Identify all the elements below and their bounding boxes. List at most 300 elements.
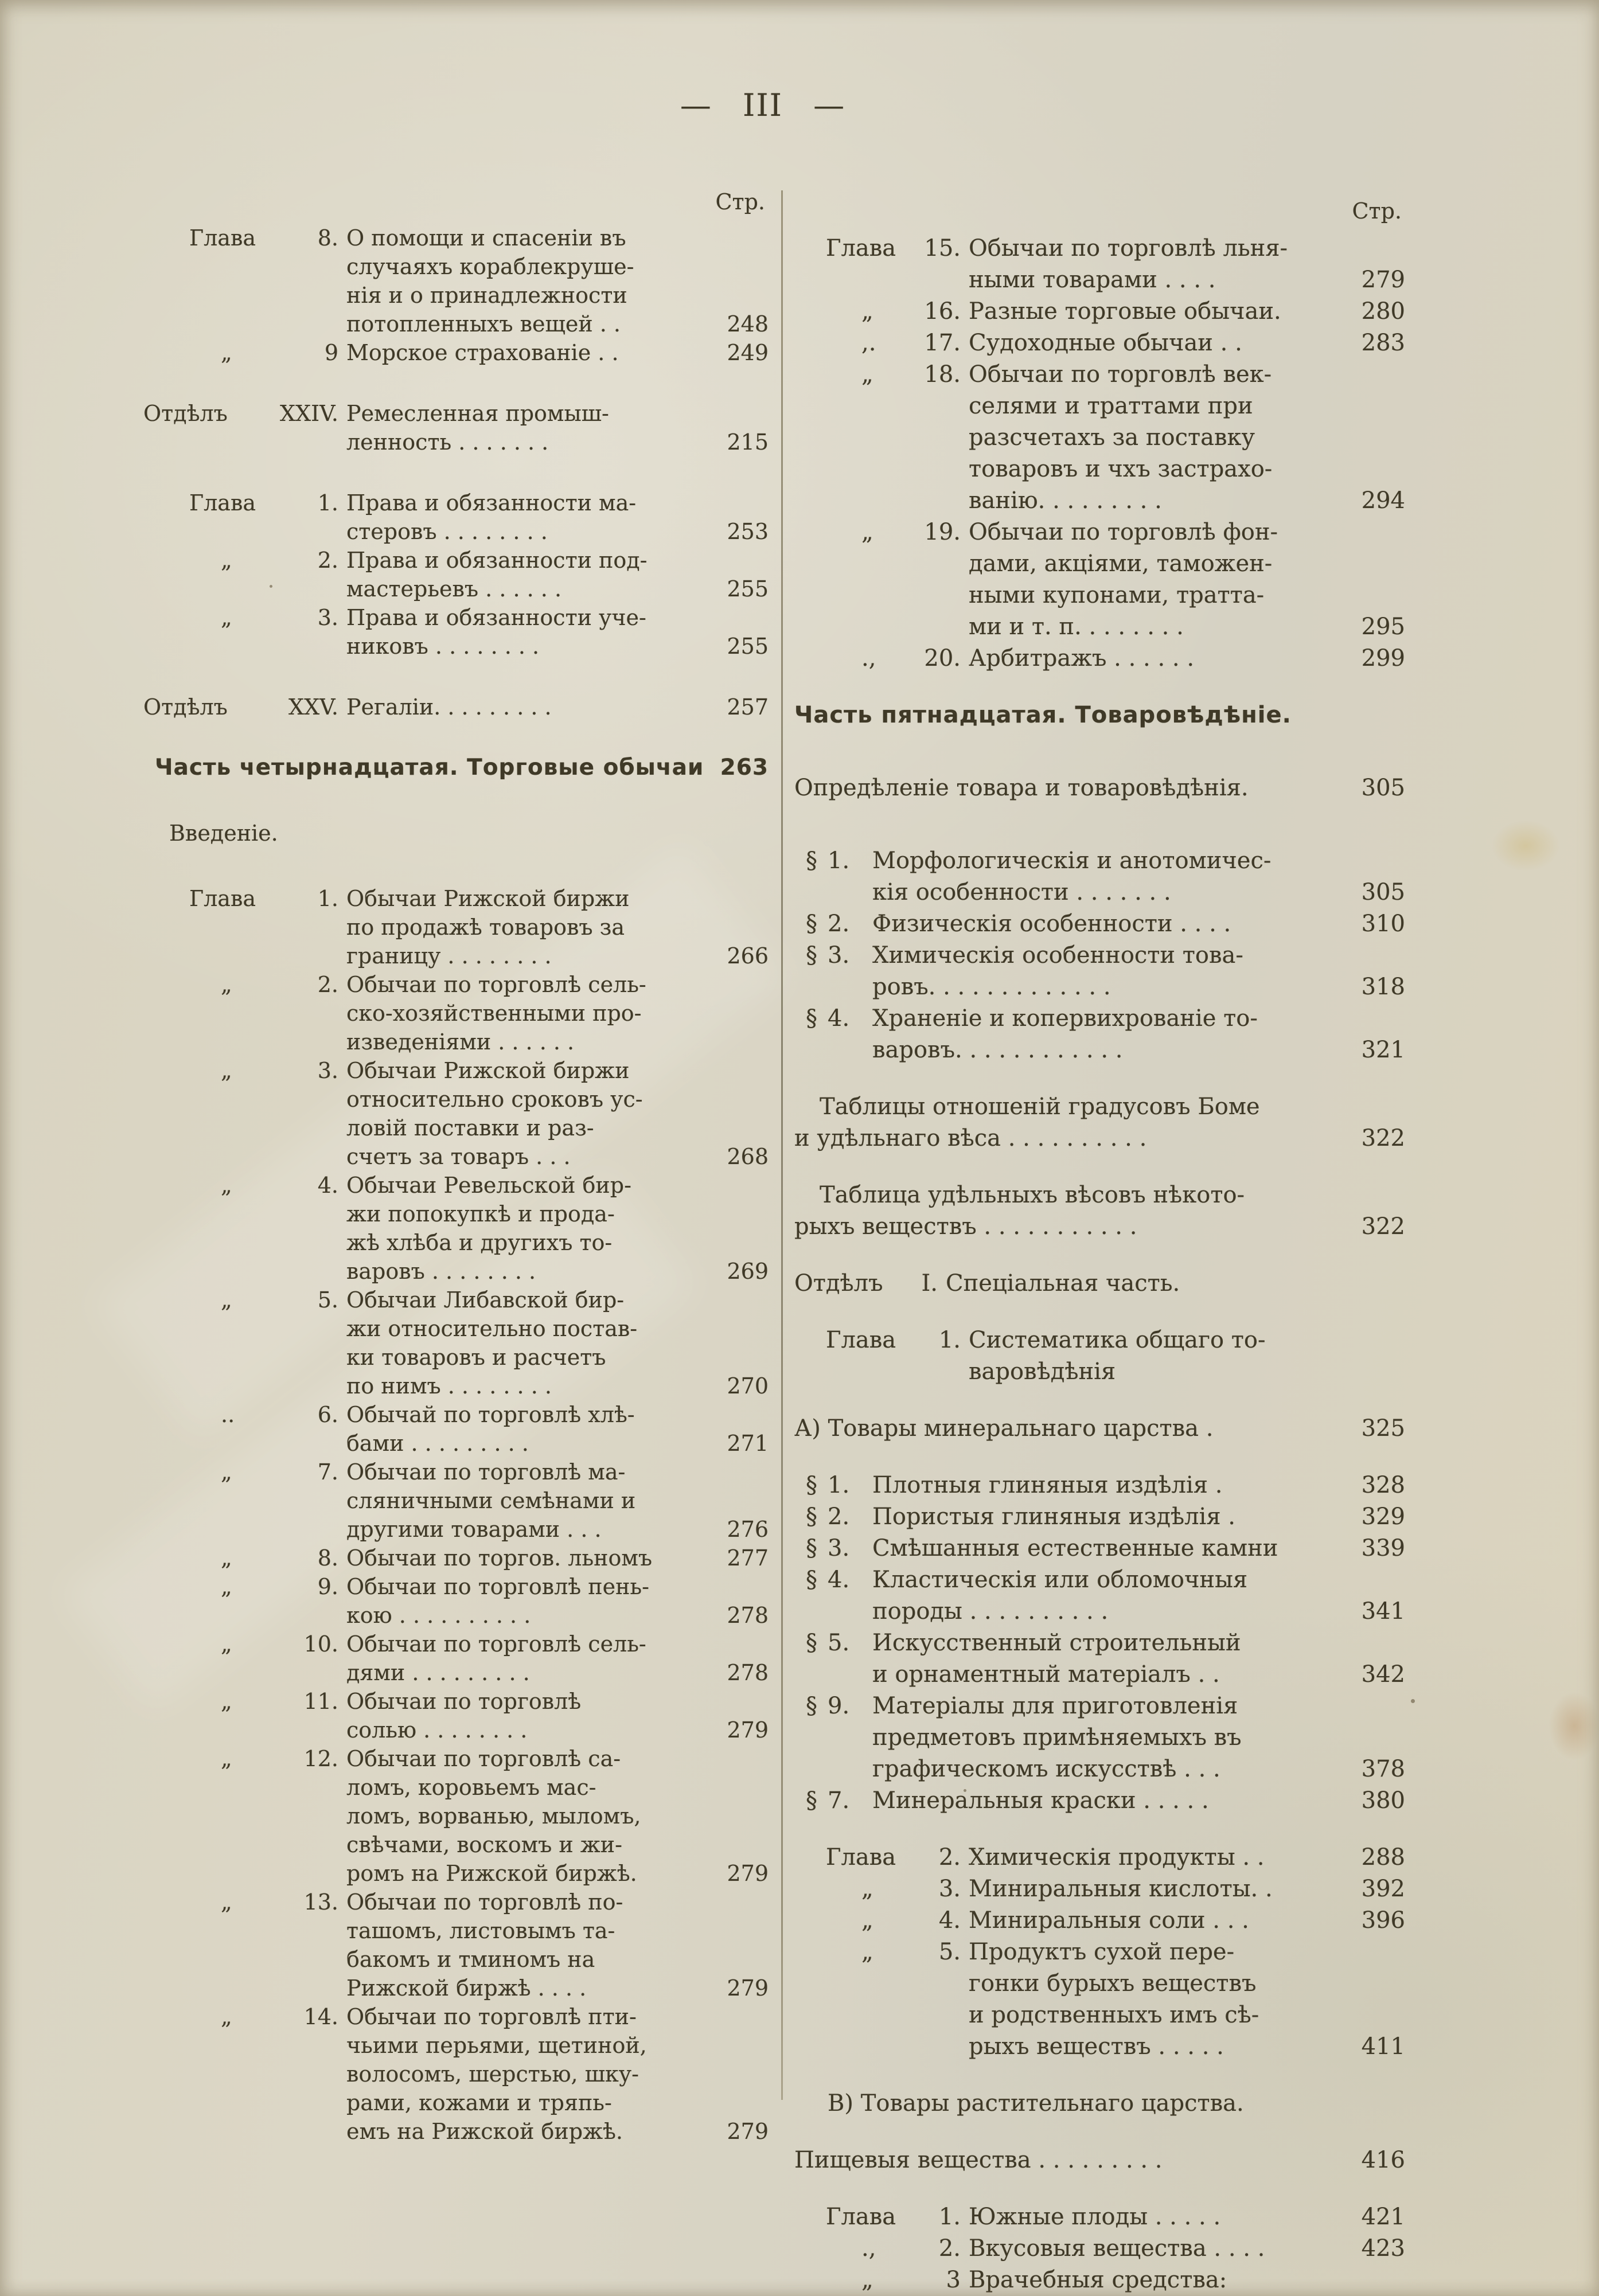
entry-number: 11. <box>303 1689 338 1714</box>
entry-prefix: „ <box>861 1876 873 1902</box>
entry-text <box>346 489 694 546</box>
entry-page-number: 329 <box>1361 1504 1405 1530</box>
text-line: Искусственный строительный <box>872 1630 1241 1656</box>
entry-page-number: 253 <box>727 519 769 544</box>
toc-entry <box>794 1325 1405 1388</box>
text-line: изведеніями . . . . . . <box>346 1029 575 1055</box>
text-line: Рижской биржѣ . . . . <box>346 1975 587 2001</box>
entry-label <box>794 1268 938 1299</box>
toc-section <box>143 753 769 782</box>
text-line: ми и т. п. . . . . . . . <box>969 614 1184 640</box>
entry-prefix: „ <box>861 2267 873 2293</box>
entry-prefix: § <box>806 1567 817 1593</box>
entry-prefix: „ <box>861 361 873 388</box>
entry-prefix: „ <box>221 548 232 573</box>
text-line: Вкусовыя вещества . . . . <box>969 2235 1265 2262</box>
toc-entry <box>794 700 1405 731</box>
entry-label <box>826 327 961 359</box>
text-line: Регаліи. . . . . . . . . <box>346 694 552 720</box>
entry-prefix: § <box>806 1787 817 1814</box>
entry-number: 6. <box>317 1402 338 1427</box>
text-line: Часть пятнадцатая. Товаровѣдѣніе. <box>794 702 1292 728</box>
entry-page-number: 392 <box>1361 1876 1405 1902</box>
entry-text <box>794 700 1337 731</box>
entry-prefix: § <box>806 1630 817 1656</box>
entry-text <box>969 233 1337 296</box>
text-line: ромъ на Рижской биржѣ. <box>346 1861 637 1886</box>
toc-entry <box>794 327 1405 359</box>
text-line: графическомъ искусствѣ . . . <box>872 1756 1220 1782</box>
entry-label <box>826 1325 961 1356</box>
toc-entry <box>794 1842 1405 1873</box>
toc-entry <box>143 970 769 1056</box>
text-line: Врачебныя средства: <box>969 2267 1227 2293</box>
entry-number: 9 <box>324 340 338 365</box>
entry-text <box>346 338 694 367</box>
entry-page-number: 310 <box>1361 911 1405 937</box>
entry-label <box>826 1842 961 1873</box>
toc-entry <box>794 2145 1405 2176</box>
entry-prefix: ,. <box>861 330 876 356</box>
toc-section <box>794 1470 1405 1817</box>
entry-number: 20. <box>924 645 961 671</box>
entry-prefix: § <box>806 848 817 874</box>
entry-number: 1. <box>317 490 338 516</box>
text-line: кою . . . . . . . . . . <box>346 1603 531 1628</box>
toc-entry <box>794 296 1405 327</box>
entry-page-number: 322 <box>1361 1125 1405 1151</box>
entry-page-number: 279 <box>727 1861 769 1886</box>
text-line: селями и траттами при <box>969 393 1253 419</box>
toc-sections-right <box>794 233 1405 2296</box>
text-line: Разные торговые обычаи. <box>969 298 1281 325</box>
entry-number: 5. <box>317 1287 338 1313</box>
entry-prefix: ., <box>861 645 876 671</box>
entry-label <box>189 1687 338 1716</box>
toc-entry <box>143 1056 769 1171</box>
entry-number: 4. <box>828 1567 850 1593</box>
toc-entry <box>794 359 1405 517</box>
text-line: Обычай по торговлѣ хлѣ- <box>346 1402 635 1427</box>
entry-text <box>346 1458 694 1544</box>
entry-number: 5. <box>828 1630 850 1656</box>
entry-page-number: 279 <box>727 1717 769 1743</box>
entry-text <box>969 643 1337 674</box>
text-line: ными товарами . . . . <box>969 267 1216 293</box>
entry-page-number: 279 <box>727 2119 769 2144</box>
entry-label <box>826 1936 961 1968</box>
text-line: Химическія продукты . . <box>969 1844 1265 1871</box>
entry-page-number: 396 <box>1361 1907 1405 1934</box>
entry-prefix: § <box>806 1504 817 1530</box>
entry-label <box>806 1785 864 1817</box>
toc-section <box>794 845 1405 1066</box>
entry-prefix: „ <box>221 1459 232 1485</box>
entry-label <box>189 1630 338 1658</box>
entry-label <box>806 1003 864 1034</box>
text-line: Пористыя глиняныя издѣлія . <box>872 1504 1236 1530</box>
entry-label <box>826 2264 961 2296</box>
entry-prefix: Глава <box>189 490 256 516</box>
entry-label <box>806 940 864 971</box>
entry-label <box>826 517 961 548</box>
entry-prefix: „ <box>221 972 232 997</box>
toc-entry <box>143 1687 769 1744</box>
entry-label <box>189 1171 338 1200</box>
entry-label <box>189 1056 338 1085</box>
entry-prefix: Глава <box>826 2204 896 2230</box>
entry-page-number: 299 <box>1361 645 1405 671</box>
entry-page-number: 325 <box>1361 1415 1405 1442</box>
text-line: Обычаи по торгов. льномъ <box>346 1545 653 1571</box>
entry-page-number: 328 <box>1361 1472 1405 1498</box>
entry-label <box>826 233 961 264</box>
toc-section <box>794 1413 1405 1444</box>
entry-text <box>346 224 694 338</box>
text-line: Обычаи по торговлѣ ма- <box>346 1459 626 1485</box>
entry-number: 7. <box>317 1459 338 1485</box>
text-line: Обычаи по торговлѣ по- <box>346 1889 623 1915</box>
entry-page-number: 380 <box>1361 1787 1405 1814</box>
text-line: жи попокупкѣ и прода- <box>346 1201 615 1227</box>
text-line: Обычаи по торговлѣ фон- <box>969 519 1278 545</box>
entry-page-number: 295 <box>1361 614 1405 640</box>
entry-prefix: „ <box>221 1746 232 1771</box>
text-line: по нимъ . . . . . . . . <box>346 1373 552 1399</box>
entry-number: 15. <box>924 235 961 261</box>
entry-page-number: 266 <box>727 943 769 969</box>
toc-entry <box>794 1905 1405 1936</box>
entry-number: 2. <box>317 972 338 997</box>
toc-entry <box>794 1413 1405 1444</box>
text-line: сляничными семѣнами и <box>346 1488 636 1513</box>
toc-entry <box>794 845 1405 908</box>
entry-text <box>872 908 1337 940</box>
text-line: ломъ, коровьемъ мас- <box>346 1775 596 1800</box>
entry-label <box>189 1400 338 1429</box>
entry-number: 4. <box>317 1173 338 1198</box>
text-line: ровъ. . . . . . . . . . . . . <box>872 974 1111 1000</box>
entry-text <box>828 2088 1337 2119</box>
text-line: кія особенности . . . . . . . <box>872 879 1171 905</box>
entry-number: 17. <box>924 330 961 356</box>
text-line: Арбитражъ . . . . . . <box>969 645 1195 671</box>
entry-prefix: „ <box>221 1689 232 1714</box>
entry-label <box>143 399 338 428</box>
text-line: и удѣльнаго вѣса . . . . . . . . . . <box>794 1125 1147 1151</box>
entry-page-number: 278 <box>727 1660 769 1685</box>
entry-label <box>806 1564 864 1596</box>
entry-text <box>969 1873 1337 1905</box>
text-line: О помощи и спасеніи въ <box>346 225 626 251</box>
entry-label <box>826 1873 961 1905</box>
entry-number: 1. <box>938 2204 961 2230</box>
entry-text <box>872 845 1337 908</box>
entry-page-number: 411 <box>1361 2033 1405 2060</box>
entry-label <box>189 884 338 913</box>
entry-text <box>794 1091 1337 1154</box>
text-line: ловій поставки и раз- <box>346 1115 594 1141</box>
text-line: ташомъ, листовымъ та- <box>346 1918 615 1943</box>
entry-text <box>969 1905 1337 1936</box>
entry-text <box>969 2201 1337 2233</box>
text-line: мастерьевъ . . . . . . <box>346 576 562 602</box>
entry-page-number: 421 <box>1361 2204 1405 2230</box>
text-line: Судоходные обычаи . . <box>969 330 1242 356</box>
entry-text <box>794 1180 1337 1243</box>
entry-prefix: „ <box>861 1939 873 1965</box>
text-line: гонки бурыхъ веществъ <box>969 1970 1257 1997</box>
entry-page-number: 305 <box>1361 879 1405 905</box>
toc-entry <box>794 1690 1405 1785</box>
entry-number: 9. <box>828 1693 850 1719</box>
entry-label <box>189 1744 338 1773</box>
toc-entry <box>794 1268 1405 1299</box>
entry-prefix: „ <box>221 1631 232 1657</box>
toc-entry <box>143 603 769 661</box>
entry-text <box>346 970 694 1056</box>
text-line: Обычаи Рижской биржи <box>346 886 630 911</box>
text-line: стеровъ . . . . . . . . <box>346 519 548 544</box>
entry-prefix: § <box>806 1535 817 1561</box>
entry-page-number: 276 <box>727 1517 769 1542</box>
page-label: Стр. <box>715 189 765 214</box>
text-line: Спеціальная часть. <box>946 1270 1180 1297</box>
entry-text <box>872 1533 1337 1564</box>
entry-page-number: 288 <box>1361 1844 1405 1871</box>
entry-text <box>346 2002 694 2146</box>
toc-section <box>143 399 769 456</box>
text-line: и орнаментный матеріалъ . . <box>872 1661 1220 1688</box>
entry-number: 9. <box>317 1574 338 1599</box>
entry-number: 2. <box>828 911 850 937</box>
entry-number: 4. <box>828 1005 850 1032</box>
entry-text <box>346 884 694 970</box>
entry-label <box>806 1627 864 1659</box>
entry-text <box>872 1501 1337 1533</box>
text-line: ными купонами, тратта- <box>969 582 1265 608</box>
toc-entry <box>828 2088 1405 2119</box>
entry-prefix: „ <box>861 519 873 545</box>
text-line: границу . . . . . . . . <box>346 943 552 969</box>
toc-entry <box>143 1888 769 2002</box>
text-line: солью . . . . . . . . <box>346 1717 528 1743</box>
toc-entry <box>794 1003 1405 1066</box>
entry-text <box>346 399 694 456</box>
toc-entry <box>143 884 769 970</box>
toc-entry <box>794 1180 1405 1243</box>
toc-entry <box>794 1873 1405 1905</box>
entry-page-number: 269 <box>727 1259 769 1284</box>
text-line: А) Товары минеральнаго царства . <box>794 1415 1214 1442</box>
entry-number: XXIV. <box>280 401 338 426</box>
text-line: предметовъ примѣняемыхъ въ <box>872 1724 1242 1751</box>
entry-prefix: „ <box>221 1287 232 1313</box>
entry-text <box>346 1744 694 1888</box>
text-line: никовъ . . . . . . . . <box>346 634 540 659</box>
toc-entry <box>794 908 1405 940</box>
toc-section <box>794 1842 1405 2063</box>
entry-label <box>189 2002 338 2031</box>
entry-page-number: 263 <box>720 755 769 780</box>
toc-entry <box>794 1470 1405 1501</box>
entry-number: XXV. <box>288 694 338 720</box>
entry-number: 14. <box>303 2004 338 2029</box>
entry-label <box>189 1286 338 1314</box>
entry-number: 5. <box>938 1939 961 1965</box>
toc-section <box>794 233 1405 674</box>
toc-section <box>143 489 769 661</box>
toc-sections-left <box>143 224 769 2146</box>
text-line: Обычаи по торговлѣ сель- <box>346 972 646 997</box>
entry-number: 2. <box>938 2235 961 2262</box>
entry-text <box>346 1572 694 1630</box>
text-line: Обычаи по торговлѣ са- <box>346 1746 621 1771</box>
toc-entry <box>143 399 769 456</box>
text-line: Права и обязанности уче- <box>346 605 646 630</box>
toc-section <box>794 1268 1405 1299</box>
entry-label <box>806 1690 864 1722</box>
entry-text <box>969 2264 1337 2296</box>
entry-page-number: 378 <box>1361 1756 1405 1782</box>
entry-number: 1. <box>828 848 850 874</box>
entry-prefix: „ <box>221 1058 232 1083</box>
toc-section <box>794 1180 1405 1243</box>
entry-label <box>189 970 338 999</box>
toc-entry <box>794 772 1405 804</box>
text-line: Пищевыя вещества . . . . . . . . . <box>794 2147 1163 2173</box>
page-number-header: — III — <box>680 87 846 123</box>
entry-prefix: § <box>806 1005 817 1032</box>
entry-prefix: Глава <box>189 225 256 251</box>
text-line: рыхъ веществъ . . . . . . . . . . . <box>794 1213 1137 1240</box>
text-line: Продуктъ сухой пере- <box>969 1939 1235 1965</box>
toc-section <box>794 2201 1405 2296</box>
text-line: ломъ, ворванью, мыломъ, <box>346 1803 641 1829</box>
entry-text <box>346 1544 694 1572</box>
toc-entry <box>794 2264 1405 2296</box>
entry-prefix: „ <box>221 605 232 630</box>
entry-label <box>806 1470 864 1501</box>
text-line: бами . . . . . . . . . <box>346 1431 529 1456</box>
toc-section <box>794 700 1405 731</box>
entry-number: 13. <box>303 1889 338 1915</box>
toc-section <box>143 819 769 848</box>
text-line: варовѣдѣнія <box>969 1358 1116 1385</box>
entry-prefix: § <box>806 1693 817 1719</box>
text-line: другими товарами . . . <box>346 1517 602 1542</box>
entry-text <box>346 1286 694 1400</box>
text-line: Права и обязанности ма- <box>346 490 637 516</box>
entry-text <box>346 693 694 721</box>
entry-number: 10. <box>303 1631 338 1657</box>
entry-text <box>794 772 1337 804</box>
entry-text <box>346 1056 694 1171</box>
entry-prefix: Отдѣлъ <box>143 401 228 426</box>
entry-page-number: 341 <box>1361 1598 1405 1625</box>
text-line: Физическія особенности . . . . <box>872 911 1231 937</box>
toc-entry <box>794 1936 1405 2063</box>
entry-page-number: 257 <box>727 694 769 720</box>
entry-page-number: 248 <box>727 311 769 337</box>
entry-prefix: „ <box>221 1173 232 1198</box>
text-line: Обычаи Ревельской бир- <box>346 1173 631 1198</box>
entry-number: 3 <box>946 2267 961 2293</box>
entry-text <box>872 1690 1337 1785</box>
entry-text <box>969 1936 1337 2063</box>
toc-column-right <box>794 198 1405 2296</box>
text-line: рыхъ веществъ . . . . . <box>969 2033 1224 2060</box>
entry-text <box>969 359 1337 517</box>
entry-text <box>346 1400 694 1458</box>
text-line: Кластическія или обломочныя <box>872 1567 1248 1593</box>
text-line: Обычаи Либавской бир- <box>346 1287 625 1313</box>
text-line: случаяхъ кораблекруше- <box>346 254 634 279</box>
entry-page-number: 283 <box>1361 330 1405 356</box>
text-line: Миниральныя кислоты. . <box>969 1876 1273 1902</box>
toc-section <box>794 1325 1405 1388</box>
text-line: варовъ . . . . . . . . <box>346 1259 536 1284</box>
toc-entry <box>794 1564 1405 1627</box>
entry-label <box>189 1544 338 1572</box>
text-line: Систематика общаго то- <box>969 1327 1266 1353</box>
entry-page-number: 321 <box>1361 1037 1405 1063</box>
entry-prefix: „ <box>221 2004 232 2029</box>
entry-page-number: 271 <box>727 1431 769 1456</box>
entry-number: 4. <box>938 1907 961 1934</box>
entry-prefix: § <box>806 1472 817 1498</box>
toc-section <box>794 2088 1405 2119</box>
entry-label <box>189 1572 338 1601</box>
toc-entry <box>143 1572 769 1630</box>
text-line: породы . . . . . . . . . . <box>872 1598 1109 1625</box>
entry-label <box>189 546 338 575</box>
entry-number: 8. <box>317 1545 338 1571</box>
text-line: и родственныхъ имъ сѣ- <box>969 2002 1259 2028</box>
text-line: ванію. . . . . . . . . <box>969 487 1162 514</box>
text-line: дями . . . . . . . . . <box>346 1660 530 1685</box>
toc-entry <box>794 1501 1405 1533</box>
toc-entry <box>794 1533 1405 1564</box>
toc-entry <box>794 2233 1405 2264</box>
toc-entry <box>794 940 1405 1003</box>
entry-text <box>346 1630 694 1687</box>
entry-page-number: 280 <box>1361 298 1405 325</box>
entry-prefix: „ <box>861 298 873 325</box>
toc-entry <box>143 1630 769 1687</box>
entry-number: 19. <box>924 519 961 545</box>
entry-text <box>969 296 1337 327</box>
entry-label <box>826 1905 961 1936</box>
paper-speck <box>1411 1699 1415 1703</box>
entry-text <box>155 753 704 782</box>
entry-prefix: .. <box>221 1402 235 1427</box>
entry-number: I. <box>921 1270 938 1297</box>
text-line: жи относительно постав- <box>346 1316 638 1341</box>
text-line: Обычаи по торговлѣ <box>346 1689 582 1714</box>
entry-page-number: 279 <box>1361 267 1405 293</box>
entry-number: 1. <box>828 1472 850 1498</box>
toc-section <box>143 224 769 367</box>
entry-text <box>346 546 694 603</box>
text-line: Плотныя глиняныя издѣлія . <box>872 1472 1223 1498</box>
toc-entry <box>143 489 769 546</box>
toc-entry <box>143 1544 769 1572</box>
toc-entry <box>143 2002 769 2146</box>
entry-text <box>346 1171 694 1286</box>
text-line: Миниральныя соли . . . <box>969 1907 1249 1934</box>
entry-prefix: Отдѣлъ <box>143 694 228 720</box>
